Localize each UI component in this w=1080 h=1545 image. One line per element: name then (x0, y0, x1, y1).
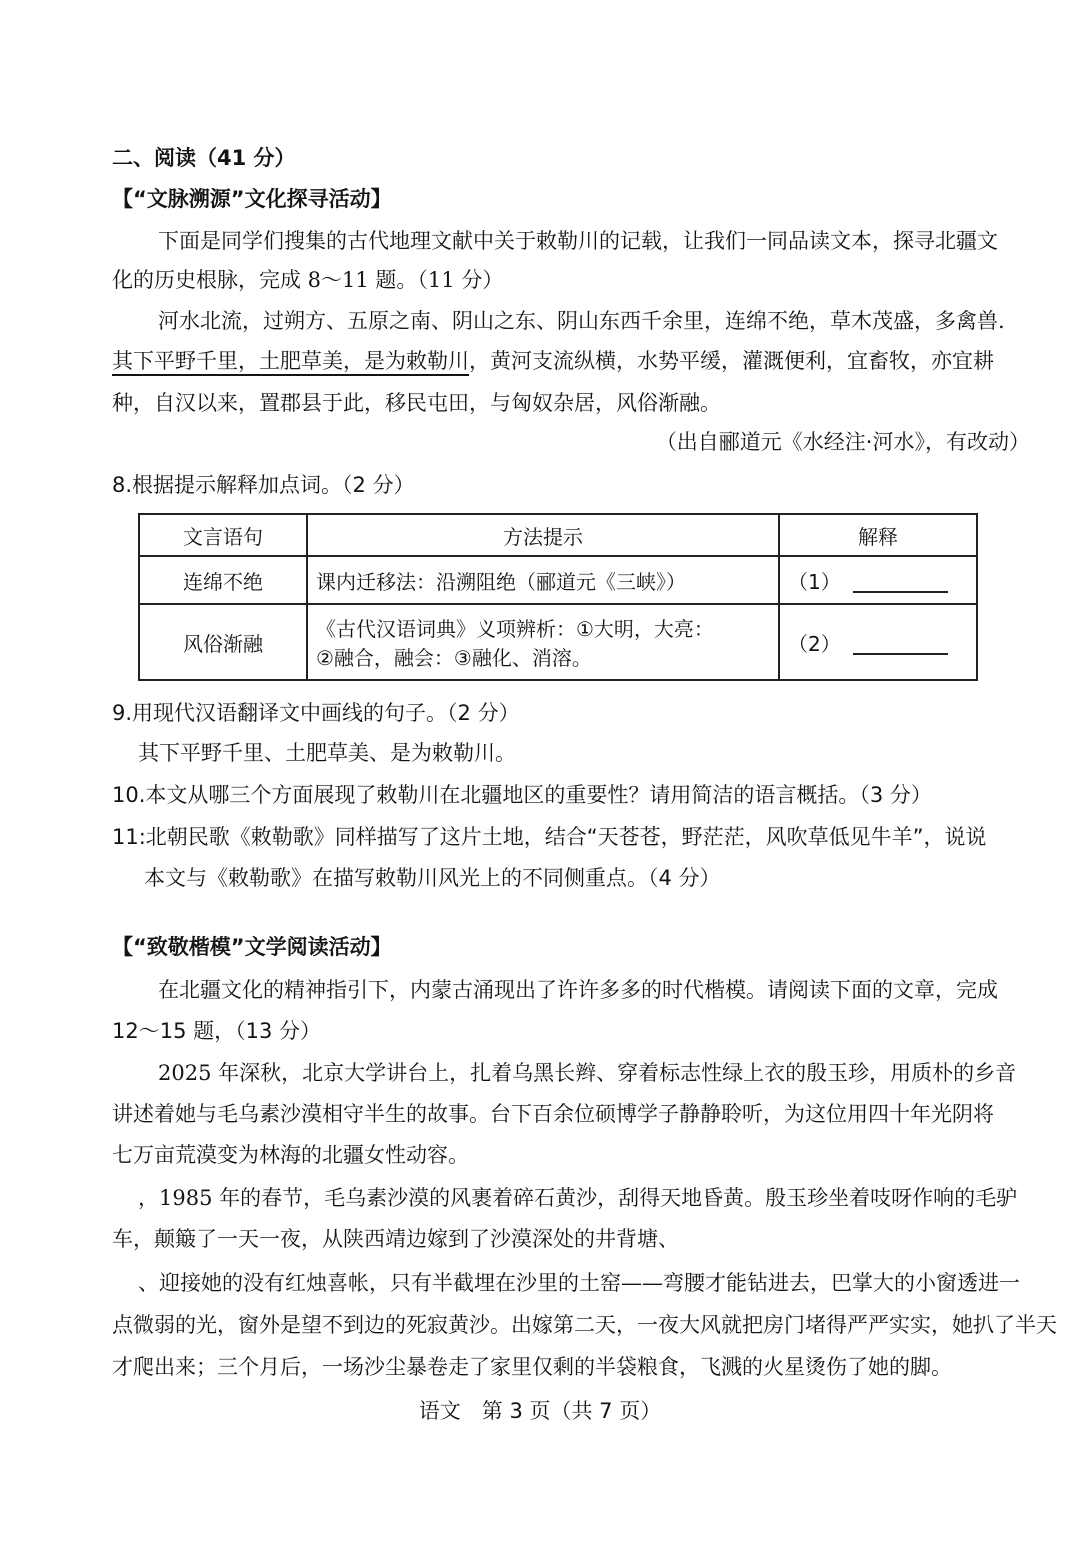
article-p3-line1: 、迎接她的没有红烛喜帐，只有半截埋在沙里的土窑——弯腰才能钻进去，巴掌大的小窗透进一 (138, 1271, 1020, 1295)
answer-blank-2[interactable] (853, 635, 948, 655)
activity1-title: 【“文脉溯源”文化探寻活动】 (112, 187, 392, 211)
q11-stem-line1: 11:北朝民歌《敕勒歌》同样描写了这片土地，结合“天苍苍，野茫茫，风吹草低见牛羊”，说说 (112, 825, 987, 849)
article-p1-line3: 七万亩荒漠变为林海的北疆女性动容。 (112, 1143, 469, 1167)
article-p2-line1: ，1985 年的春节，毛乌素沙漠的风裹着碎石黄沙，刮得天地昏黄。殷玉珍坐着吱呀作响的毛驴 (138, 1186, 1018, 1210)
activity2-intro-line1: 在北疆文化的精神指引下，内蒙古涌现出了许许多多的时代楷模。请阅读下面的文章，完成 (158, 978, 998, 1002)
q8-answer-label-1: （1） (788, 569, 841, 594)
q8-answer-cell-2[interactable] (779, 604, 977, 680)
q8-header-hint: 方法提示 (307, 514, 779, 556)
passage-line3: 种，自汉以来，置郡县于此，移民屯田，与匈奴杂居，风俗渐融。 (112, 391, 721, 415)
q10-stem: 10.本文从哪三个方面展现了敕勒川在北疆地区的重要性？请用简洁的语言概括。（3 分） (112, 783, 932, 807)
activity1-intro-line2: 化的历史根脉，完成 8～11 题。（11 分） (112, 268, 504, 292)
q8-answer-label-2: （2） (788, 631, 841, 656)
passage-line1: 河水北流，过朔方、五原之南、阴山之东、阴山东西千余里，连绵不绝，草木茂盛，多禽兽. (158, 309, 1005, 333)
section-heading: 二、阅读（41 分） (112, 146, 296, 170)
table-row (139, 604, 977, 680)
q8-hint-2 (307, 604, 779, 680)
q8-hint-2-line2: ②融合，融会：③融化、消溶。 (316, 646, 592, 670)
passage-line2-rest: ，黄河支流纵横，水势平缓，灌溉便利，宜畜牧，亦宜耕 (469, 349, 994, 373)
q11-stem-line2: 本文与《敕勒歌》在描写敕勒川风光上的不同侧重点。（4 分） (144, 866, 721, 890)
passage-source: （出自郦道元《水经注·河水》，有改动） (655, 430, 1030, 454)
q8-phrase-1: 连绵不绝 (139, 556, 307, 604)
q8-table (138, 513, 978, 681)
q8-phrase-2: 风俗渐融 (139, 604, 307, 680)
article-p1-line2: 讲述着她与毛乌素沙漠相守半生的故事。台下百余位硕博学子静静聆听，为这位用四十年光阴将 (112, 1102, 994, 1126)
answer-blank-1[interactable] (853, 573, 948, 593)
article-p3-line2: 点微弱的光，窗外是望不到边的死寂黄沙。出嫁第二天，一夜大风就把房门堵得严严实实，她扒了半天 (112, 1313, 1057, 1337)
activity2-intro-line2: 12～15 题，（13 分） (112, 1019, 322, 1043)
underlined-sentence: 其下平野千里，土肥草美，是为敕勒川 (112, 349, 469, 373)
activity2-title: 【“致敬楷模”文学阅读活动】 (112, 935, 392, 959)
q8-stem: 8.根据提示解释加点词。（2 分） (112, 473, 415, 497)
article-p1-line1: 2025 年深秋，北京大学讲台上，扎着乌黑长辫、穿着标志性绿上衣的殷玉珍，用质朴的乡音 (158, 1061, 1017, 1085)
q8-header-phrase: 文言语句 (139, 514, 307, 556)
passage-line2 (112, 346, 994, 376)
article-p3-line3: 才爬出来；三个月后，一场沙尘暴卷走了家里仅剩的半袋粮食，飞溅的火星烫伤了她的脚。 (112, 1355, 952, 1379)
table-row (139, 556, 977, 604)
page-footer: 语文 第 3 页（共 7 页） (418, 1399, 662, 1423)
article-p2-line2: 车，颠簸了一天一夜，从陕西靖边嫁到了沙漠深处的井背塘、 (112, 1227, 679, 1251)
q8-header-answer: 解释 (779, 514, 977, 556)
q9-stem: 9.用现代汉语翻译文中画线的句子。（2 分） (112, 701, 520, 725)
q8-hint-2-line1: 《古代汉语词典》义项辨析：①大明，大亮： (316, 617, 714, 641)
q9-sentence: 其下平野千里、土肥草美、是为敕勒川。 (138, 741, 516, 765)
activity1-intro-line1: 下面是同学们搜集的古代地理文献中关于敕勒川的记载，让我们一同品读文本，探寻北疆文 (158, 229, 998, 253)
q8-answer-cell-1[interactable] (779, 556, 977, 604)
q8-hint-1: 课内迁移法：沿溯阻绝（郦道元《三峡》） (307, 556, 779, 604)
